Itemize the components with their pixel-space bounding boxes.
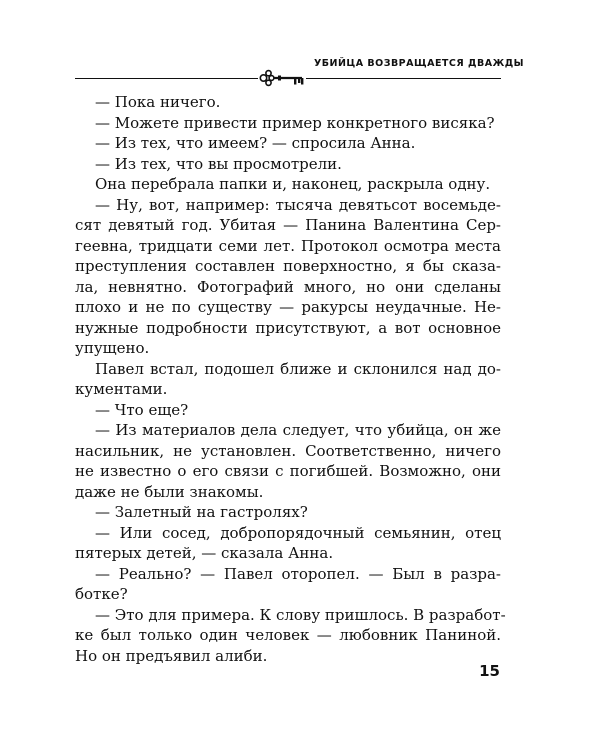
key-icon	[258, 69, 306, 87]
page-number: 15	[479, 662, 500, 680]
text-line: Павел встал, подошел ближе и склонился над до-	[95, 359, 501, 378]
text-line: даже не были знакомы.	[75, 482, 264, 501]
text-line: ла, невнятно. Фотографий много, но они сделаны	[75, 277, 501, 296]
text-line: — Реально? — Павел оторопел. — Был в разра-	[95, 564, 501, 583]
text-line: — Из материалов дела следует, что убийца, он же	[95, 421, 501, 439]
text-line: — Можете привести пример конкретного висяка?	[95, 113, 495, 132]
text-line: упущено.	[75, 339, 150, 357]
text-line: нужные подробности присутствуют, а вот основное	[75, 318, 501, 337]
text-line: плохо и не по существу — ракурсы неудачные. Не-	[75, 298, 501, 316]
text-line: пятерых детей, — сказала Анна.	[75, 544, 334, 562]
text-line: сят девятый год. Убитая — Панина Валентина Сер-	[75, 216, 501, 234]
text-line: Она перебрала папки и, наконец, раскрыла одну.	[95, 175, 491, 193]
text-line: геевна, тридцати семи лет. Протокол осмотра места	[75, 236, 501, 255]
running-head: УБИЙЦА ВОЗВРАЩАЕТСЯ ДВАЖДЫ	[313, 58, 524, 69]
text-line: кументами.	[75, 380, 168, 398]
text-line: Но он предъявил алиби.	[75, 646, 268, 665]
text-line: не известно о его связи с погибшей. Возможно, они	[75, 462, 501, 480]
text-line: — Из тех, что вы просмотрели.	[95, 154, 342, 173]
text-line: ке был только один человек — любовник Паниной.	[75, 626, 501, 644]
text-line: — Из тех, что имеем? — спросила Анна.	[95, 134, 416, 152]
text-line: — Пока ничего.	[95, 93, 221, 111]
text-line: насильник, не установлен. Соответственно, ничего	[75, 441, 501, 460]
text-line: — Или сосед, добропорядочный семьянин, отец	[95, 523, 501, 542]
text-line: — Что еще?	[95, 400, 189, 419]
text-line: ботке?	[75, 585, 128, 603]
text-line: — Ну, вот, например: тысяча девятьсот восемьде-	[95, 195, 501, 214]
text-line: — Это для примера. К слову пришлось. В разработ-	[95, 605, 506, 624]
body-text	[75, 92, 506, 666]
text-line: — Залетный на гастролях?	[95, 503, 308, 521]
text-line: преступления составлен поверхностно, я бы сказа-	[75, 257, 501, 275]
